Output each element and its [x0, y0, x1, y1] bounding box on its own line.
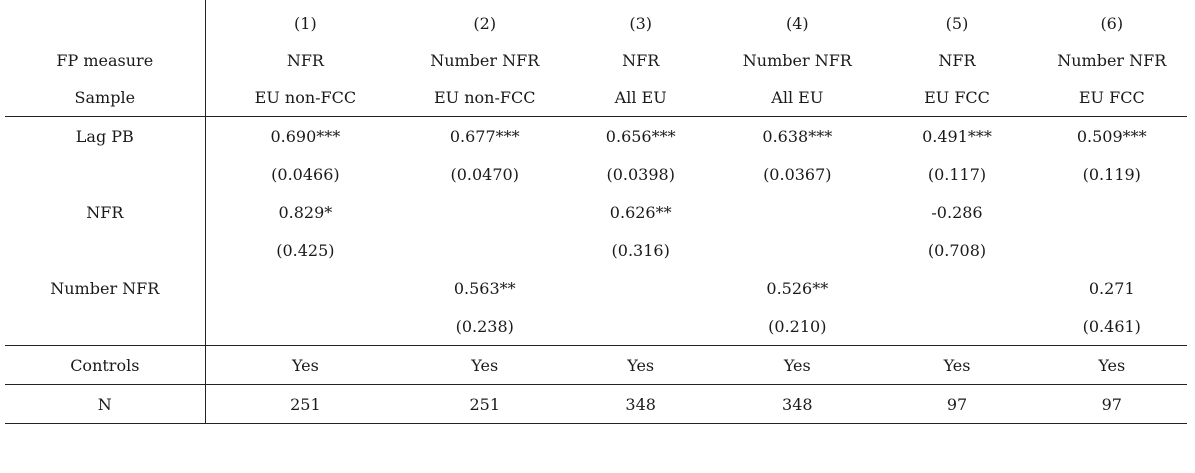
std-error-cell: (0.708) [927, 240, 987, 260]
std-error-cell: (0.238) [405, 307, 564, 346]
sample-cell: All EU [717, 79, 877, 117]
controls-cell: Yes [1037, 346, 1187, 385]
fp-measure-cell: NFR [286, 51, 324, 70]
sample-cell: EU FCC [877, 79, 1036, 117]
n-row [5, 385, 1187, 424]
std-error-cell [877, 307, 1036, 346]
sample-row [5, 79, 1187, 117]
n-cell: 251 [205, 385, 405, 424]
column-number: (2) [473, 14, 497, 33]
lag-pb-coef-row [5, 117, 1187, 156]
coefficient-cell [877, 269, 1036, 307]
column-number-row [5, 0, 1187, 42]
coefficient-cell: 0.656*** [605, 126, 676, 146]
coefficient-cell: -0.286 [931, 202, 983, 222]
sample-label: Sample [5, 79, 205, 117]
std-error-cell: (0.0367) [763, 164, 832, 184]
column-number: (3) [629, 14, 653, 33]
number-nfr-se-row [5, 307, 1187, 346]
nfr-se-row [5, 231, 1187, 269]
coefficient-cell [205, 269, 405, 307]
std-error-cell [1037, 231, 1187, 269]
sample-cell: EU non-FCC [405, 79, 564, 117]
coefficient-cell: 0.638*** [762, 126, 833, 146]
std-error-cell: (0.210) [717, 307, 877, 346]
std-error-cell [405, 231, 564, 269]
n-cell: 251 [405, 385, 564, 424]
coefficient-cell [564, 269, 717, 307]
std-error-cell: (0.119) [1082, 164, 1141, 184]
std-error-cell [564, 307, 717, 346]
coefficient-cell: 0.677*** [449, 126, 520, 146]
lag-pb-se-row [5, 155, 1187, 193]
std-error-cell: (0.0470) [450, 164, 519, 184]
controls-cell: Yes [877, 346, 1036, 385]
row-label [5, 231, 205, 269]
controls-row [5, 346, 1187, 385]
fp-measure-label: FP measure [5, 42, 205, 79]
controls-cell: Yes [205, 346, 405, 385]
std-error-cell [717, 231, 877, 269]
row-label: Lag PB [5, 117, 205, 156]
fp-measure-cell: NFR [938, 51, 976, 70]
sample-cell: EU FCC [1037, 79, 1187, 117]
controls-cell: Yes [564, 346, 717, 385]
n-label: N [5, 385, 205, 424]
sample-cell: All EU [564, 79, 717, 117]
n-cell: 348 [564, 385, 717, 424]
row-label [5, 307, 205, 346]
column-number: (5) [945, 14, 969, 33]
n-cell: 97 [877, 385, 1036, 424]
row-label: NFR [5, 193, 205, 231]
coefficient-cell: 0.829* [278, 202, 333, 222]
row-label [5, 155, 205, 193]
n-cell: 97 [1037, 385, 1187, 424]
coefficient-cell [405, 193, 564, 231]
header-stub-cell [5, 0, 205, 42]
fp-measure-cell: Number NFR [742, 51, 852, 70]
row-label: Number NFR [5, 269, 205, 307]
sample-cell: EU non-FCC [205, 79, 405, 117]
coefficient-cell: 0.563** [453, 278, 516, 298]
column-number: (4) [785, 14, 809, 33]
std-error-cell: (0.0398) [606, 164, 675, 184]
fp-measure-cell: Number NFR [1057, 51, 1167, 70]
fp-measure-row [5, 42, 1187, 79]
coefficient-cell: 0.690*** [270, 126, 341, 146]
column-number: (1) [294, 14, 317, 33]
n-cell: 348 [717, 385, 877, 424]
regression-table [5, 0, 1187, 424]
coefficient-cell: 0.509*** [1076, 126, 1147, 146]
coefficient-cell [1037, 193, 1187, 231]
fp-measure-cell: NFR [622, 51, 660, 70]
coefficient-cell [717, 193, 877, 231]
std-error-cell: (0.425) [276, 240, 335, 260]
controls-cell: Yes [405, 346, 564, 385]
coefficient-cell: 0.491*** [922, 126, 992, 146]
std-error-cell: (0.0466) [271, 164, 340, 184]
std-error-cell: (0.117) [927, 164, 987, 184]
std-error-cell: (0.316) [611, 240, 670, 260]
coefficient-cell: 0.271 [1088, 278, 1135, 298]
column-number: (6) [1100, 14, 1124, 33]
std-error-cell [205, 307, 405, 346]
std-error-cell: (0.461) [1037, 307, 1187, 346]
coefficient-cell: 0.526** [766, 278, 829, 298]
controls-label: Controls [5, 346, 205, 385]
nfr-coef-row [5, 193, 1187, 231]
coefficient-cell: 0.626** [609, 202, 672, 222]
fp-measure-cell: Number NFR [430, 51, 540, 70]
controls-cell: Yes [717, 346, 877, 385]
number-nfr-coef-row [5, 269, 1187, 307]
